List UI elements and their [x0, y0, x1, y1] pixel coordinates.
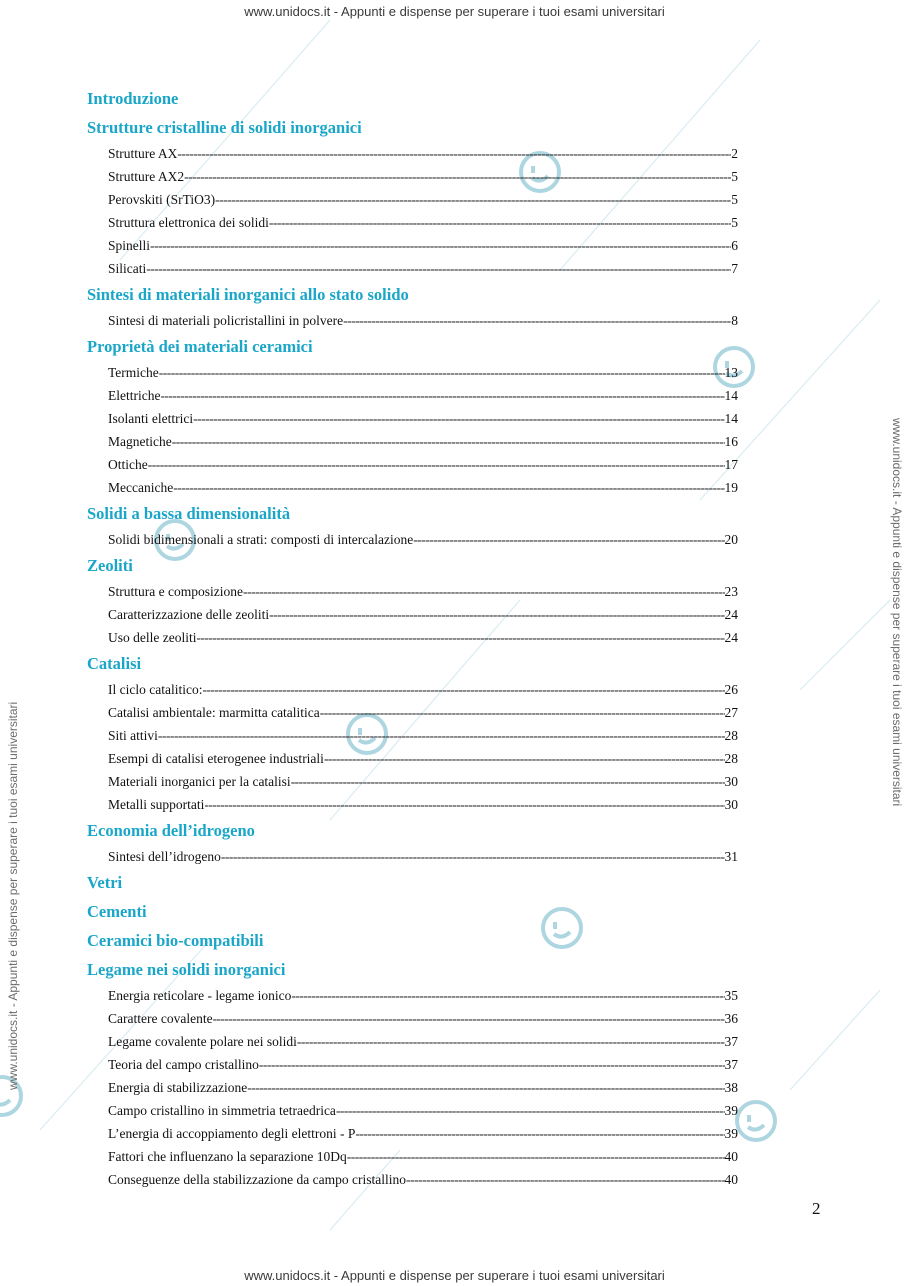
- toc-entry-page: 20: [724, 532, 738, 547]
- toc-entry[interactable]: [108, 1076, 738, 1099]
- toc-entry-page: 30: [724, 797, 738, 812]
- toc-leader-dashes: [291, 984, 724, 1007]
- toc-leader-dashes: [160, 384, 724, 407]
- toc-entry-label: Siti attivi: [108, 728, 158, 743]
- toc-entry-label: Legame covalente polare nei solidi: [108, 1034, 297, 1049]
- toc-leader-dashes: [247, 1076, 724, 1099]
- toc-leader-dashes: [243, 580, 725, 603]
- toc-section-heading[interactable]: Catalisi: [87, 654, 142, 673]
- toc-entry-label: Struttura e composizione: [108, 584, 243, 599]
- toc-entry[interactable]: [108, 984, 738, 1007]
- toc-entry[interactable]: [108, 1030, 738, 1053]
- toc-entry-label: Isolanti elettrici: [108, 411, 194, 426]
- toc-section-heading[interactable]: Strutture cristalline di solidi inorganici: [87, 118, 362, 137]
- toc-entry-label: Silicati: [108, 261, 147, 276]
- toc-entry[interactable]: [108, 701, 738, 724]
- toc-entry-label: Termiche: [108, 365, 159, 380]
- toc-entry[interactable]: [108, 1168, 738, 1191]
- watermark-header: www.unidocs.it - Appunti e dispense per superare i tuoi esami universitari: [244, 4, 665, 19]
- toc-section-heading[interactable]: Vetri: [87, 873, 123, 892]
- toc-entry-label: Meccaniche: [108, 480, 174, 495]
- toc-entry[interactable]: [108, 142, 738, 165]
- toc-entry[interactable]: [108, 1007, 738, 1030]
- toc-entry[interactable]: [108, 678, 738, 701]
- toc-entry[interactable]: [108, 165, 738, 188]
- toc-entry[interactable]: [108, 453, 738, 476]
- toc-leader-dashes: [146, 257, 731, 280]
- toc-entry[interactable]: [108, 234, 738, 257]
- toc-entry-label: Magnetiche: [108, 434, 172, 449]
- toc-entry[interactable]: [108, 845, 738, 868]
- toc-entry[interactable]: [108, 1099, 738, 1122]
- toc-leader-dashes: [150, 234, 731, 257]
- toc-entry-label: Materiali inorganici per la catalisi: [108, 774, 291, 789]
- toc-entry-page: 14: [724, 388, 738, 403]
- toc-leader-dashes: [269, 603, 724, 626]
- toc-entry-page: 24: [724, 607, 738, 622]
- toc-entry-label: Struttura elettronica dei solidi: [108, 215, 269, 230]
- toc-entry-page: 38: [724, 1080, 738, 1095]
- toc-entry[interactable]: [108, 528, 738, 551]
- toc-leader-dashes: [196, 626, 724, 649]
- toc-entry[interactable]: [108, 626, 738, 649]
- toc-entry-page: 36: [724, 1011, 738, 1026]
- toc-entry-page: 5: [731, 215, 738, 230]
- toc-entry-label: Strutture AX2: [108, 169, 185, 184]
- toc-entry-page: 35: [724, 988, 738, 1003]
- toc-section-heading[interactable]: Sintesi di materiali inorganici allo stato solido: [87, 285, 409, 304]
- toc-leader-dashes: [173, 476, 724, 499]
- toc-entry[interactable]: [108, 1145, 738, 1168]
- toc-entry-page: 5: [731, 192, 738, 207]
- toc-entry-label: Esempi di catalisi eterogenee industriali: [108, 751, 324, 766]
- toc-entry-label: Uso delle zeoliti: [108, 630, 197, 645]
- toc-entry-label: Sintesi dell’idrogeno: [108, 849, 221, 864]
- toc-entry-page: 8: [731, 313, 738, 328]
- toc-leader-dashes: [320, 701, 725, 724]
- toc-entry-page: 19: [724, 480, 738, 495]
- toc-leader-dashes: [413, 528, 724, 551]
- toc-entry-page: 17: [724, 457, 738, 472]
- toc-leader-dashes: [324, 747, 725, 770]
- toc-entry[interactable]: [108, 361, 738, 384]
- toc-entry-page: 16: [724, 434, 738, 449]
- toc-entry[interactable]: [108, 257, 738, 280]
- toc-entry-label: L’energia di accoppiamento degli elettroni - P: [108, 1126, 356, 1141]
- toc-entry[interactable]: [108, 384, 738, 407]
- watermark-line: [790, 990, 880, 1090]
- toc-entry[interactable]: [108, 407, 738, 430]
- toc-entry-label: Fattori che influenzano la separazione 10Dq: [108, 1149, 347, 1164]
- toc-entry-page: 6: [731, 238, 738, 253]
- toc-entry[interactable]: [108, 188, 738, 211]
- toc-entry-label: Perovskiti (SrTiO3): [108, 192, 216, 207]
- watermark-line: [800, 600, 890, 690]
- toc-leader-dashes: [202, 678, 724, 701]
- toc-entry-label: Conseguenze della stabilizzazione da campo cristallino: [108, 1172, 407, 1187]
- toc-entry-list: [108, 845, 738, 868]
- toc-entry-label: Il ciclo catalitico:: [108, 682, 203, 697]
- toc-section-heading[interactable]: Zeoliti: [87, 556, 133, 575]
- toc-entry[interactable]: [108, 793, 738, 816]
- toc-entry-page: 2: [731, 146, 738, 161]
- watermark-left-margin: www.unidocs.it - Appunti e dispense per superare i tuoi esami universitari: [6, 701, 20, 1090]
- toc-leader-dashes: [343, 309, 731, 332]
- toc-leader-dashes: [159, 361, 725, 384]
- toc-leader-dashes: [184, 165, 731, 188]
- toc-leader-dashes: [221, 845, 725, 868]
- toc-leader-dashes: [204, 793, 724, 816]
- toc-leader-dashes: [213, 1007, 725, 1030]
- toc-leader-dashes: [406, 1168, 724, 1191]
- toc-section-heading[interactable]: Economia dell’idrogeno: [87, 821, 255, 840]
- toc-leader-dashes: [158, 724, 725, 747]
- toc-leader-dashes: [177, 142, 731, 165]
- toc-entry-page: 7: [731, 261, 738, 276]
- toc-entry[interactable]: [108, 747, 738, 770]
- toc-leader-dashes: [193, 407, 724, 430]
- toc-leader-dashes: [215, 188, 731, 211]
- toc-entry-page: 14: [724, 411, 738, 426]
- toc-entry[interactable]: [108, 211, 738, 234]
- toc-entry-page: 5: [731, 169, 738, 184]
- toc-leader-dashes: [291, 770, 725, 793]
- watermark-logo-icon: [737, 1102, 775, 1140]
- toc-entry[interactable]: [108, 309, 738, 332]
- toc-entry[interactable]: [108, 603, 738, 626]
- toc-entry-list: [108, 142, 738, 280]
- toc-section-heading[interactable]: Proprietà dei materiali ceramici: [87, 337, 313, 356]
- toc-entry-list: [108, 984, 738, 1191]
- toc-entry-label: Ottiche: [108, 457, 148, 472]
- toc-entry-page: 39: [724, 1126, 738, 1141]
- toc-entry-label: Campo cristallino in simmetria tetraedrica: [108, 1103, 336, 1118]
- watermark-footer: www.unidocs.it - Appunti e dispense per superare i tuoi esami universitari: [244, 1268, 665, 1283]
- toc-entry-label: Sintesi di materiali policristallini in polvere: [108, 313, 344, 328]
- toc-entry-label: Caratterizzazione delle zeoliti: [108, 607, 270, 622]
- toc-entry-page: 30: [724, 774, 738, 789]
- toc-entry[interactable]: [108, 770, 738, 793]
- toc-leader-dashes: [269, 211, 731, 234]
- page-number: 2: [812, 1199, 821, 1218]
- toc-entry-label: Teoria del campo cristallino: [108, 1057, 259, 1072]
- toc-entry-page: 26: [724, 682, 738, 697]
- toc-entry-page: 28: [724, 751, 738, 766]
- toc-entry-label: Energia reticolare - legame ionico: [108, 988, 292, 1003]
- toc-leader-dashes: [355, 1122, 724, 1145]
- toc-entry-page: 40: [724, 1149, 738, 1164]
- toc-entry-label: Carattere covalente: [108, 1011, 213, 1026]
- toc-entry[interactable]: [108, 1122, 738, 1145]
- toc-entry[interactable]: [108, 476, 738, 499]
- toc-entry-list: [108, 309, 738, 332]
- toc-entry-page: 37: [724, 1057, 738, 1072]
- toc-entry-page: 37: [724, 1034, 738, 1049]
- toc-entry-list: [108, 528, 738, 551]
- toc-leader-dashes: [172, 430, 725, 453]
- toc-entry-label: Strutture AX: [108, 146, 178, 161]
- toc-entry-label: Solidi bidimensionali a strati: composti di intercalazione: [108, 532, 414, 547]
- toc-entry-label: Elettriche: [108, 388, 161, 403]
- toc-entry-list: [108, 361, 738, 499]
- table-of-contents: [87, 84, 738, 1191]
- toc-entry-label: Spinelli: [108, 238, 151, 253]
- toc-entry-label: Energia di stabilizzazione: [108, 1080, 248, 1095]
- toc-leader-dashes: [336, 1099, 725, 1122]
- toc-leader-dashes: [148, 453, 725, 476]
- toc-entry-page: 24: [724, 630, 738, 645]
- toc-entry-page: 28: [724, 728, 738, 743]
- toc-entry[interactable]: [108, 1053, 738, 1076]
- toc-section-heading[interactable]: Introduzione: [87, 89, 179, 108]
- toc-section-heading[interactable]: Cementi: [87, 902, 147, 921]
- toc-leader-dashes: [297, 1030, 725, 1053]
- watermark-right-margin: www.unidocs.it - Appunti e dispense per superare i tuoi esami universitari: [890, 418, 904, 807]
- toc-entry-page: 39: [724, 1103, 738, 1118]
- toc-entry-list: [108, 678, 738, 816]
- toc-entry-page: 27: [724, 705, 738, 720]
- toc-section-heading[interactable]: Ceramici bio-compatibili: [87, 931, 264, 950]
- toc-entry-label: Metalli supportati: [108, 797, 205, 812]
- toc-entry-page: 40: [724, 1172, 738, 1187]
- toc-entry[interactable]: [108, 724, 738, 747]
- toc-section-heading[interactable]: Solidi a bassa dimensionalità: [87, 504, 291, 523]
- toc-section-heading[interactable]: Legame nei solidi inorganici: [87, 960, 286, 979]
- toc-entry-page: 13: [724, 365, 738, 380]
- toc-leader-dashes: [259, 1053, 725, 1076]
- toc-entry-label: Catalisi ambientale: marmitta catalitica: [108, 705, 320, 720]
- toc-leader-dashes: [347, 1145, 725, 1168]
- toc-entry[interactable]: [108, 580, 738, 603]
- toc-entry-page: 31: [724, 849, 738, 864]
- toc-entry-list: [108, 580, 738, 649]
- toc-entry-page: 23: [724, 584, 738, 599]
- toc-entry[interactable]: [108, 430, 738, 453]
